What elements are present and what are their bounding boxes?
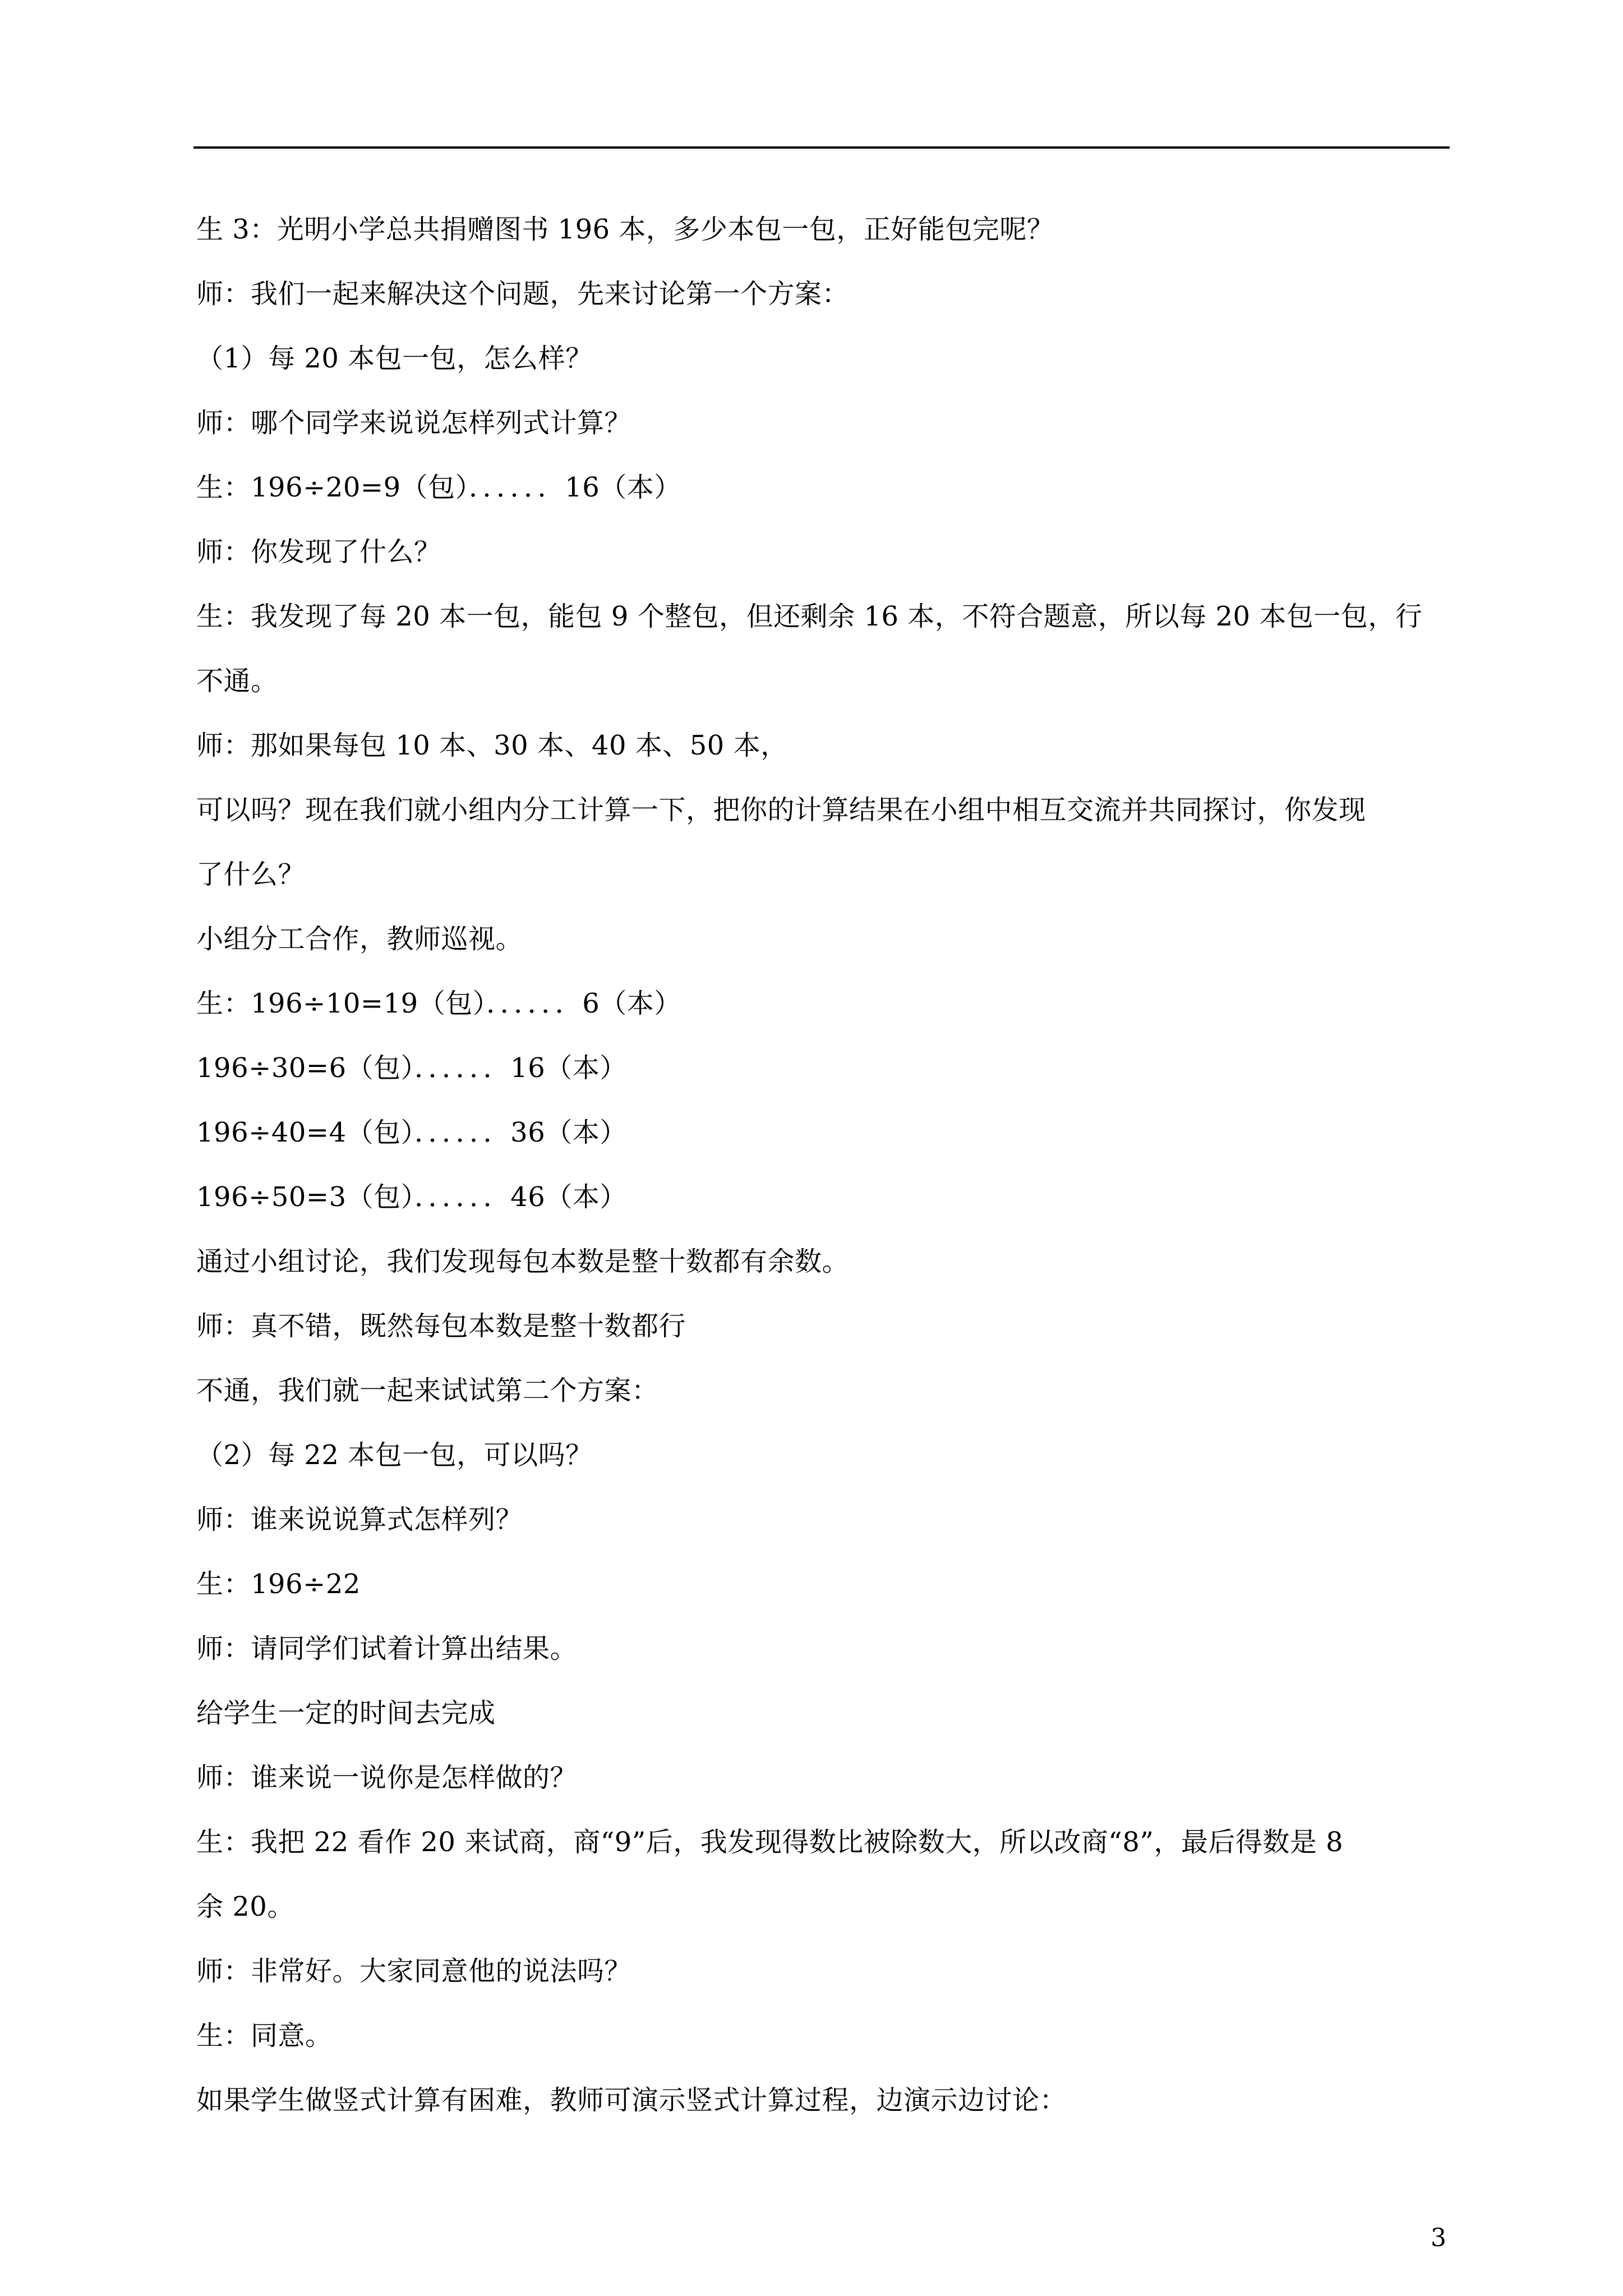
- text-line: 196÷40=4（包）．．．．．．36（本）: [196, 1117, 627, 1148]
- text-line: 师：真不错，既然每包本数是整十数都行: [196, 1310, 686, 1342]
- text-line: 给学生一定的时间去完成: [196, 1697, 496, 1729]
- text-line: 生：同意。: [196, 2020, 333, 2051]
- text-line: 生：我把 22 看作 20 来试商，商“9”后，我发现得数比被除数大，所以改商“8”，最后得数是 8: [196, 1826, 1344, 1858]
- text-line: 了什么？: [196, 859, 306, 890]
- text-line: 如果学生做竖式计算有困难，教师可演示竖式计算过程，边演示边讨论：: [196, 2085, 1067, 2116]
- text-line: 不通。: [196, 665, 278, 697]
- text-line: （1）每 20 本包一包，怎么样？: [196, 343, 593, 374]
- text-line: 通过小组讨论，我们发现每包本数是整十数都有余数。: [196, 1246, 850, 1277]
- text-line: 生：196÷20=9（包）．．．．．．16（本）: [196, 472, 681, 503]
- text-line: 师：请同学们试着计算出结果。: [196, 1633, 578, 1664]
- text-line: 生：196÷10=19（包）．．．．．．6（本）: [196, 988, 681, 1019]
- text-line: 师：非常好。大家同意他的说法吗？: [196, 1955, 632, 1987]
- text-line: 师：谁来说说算式怎样列？: [196, 1504, 523, 1535]
- header-rule: [193, 146, 1450, 149]
- text-line: 不通，我们就一起来试试第二个方案：: [196, 1375, 659, 1406]
- text-line: 小组分工合作，教师巡视。: [196, 923, 523, 955]
- text-line: 196÷30=6（包）．．．．．．16（本）: [196, 1052, 627, 1084]
- text-line: 可以吗？现在我们就小组内分工计算一下，把你的计算结果在小组中相互交流并共同探讨，你发现: [196, 794, 1366, 826]
- text-line: 师：哪个同学来说说怎样列式计算？: [196, 407, 632, 439]
- text-line: （2）每 22 本包一包，可以吗？: [196, 1439, 593, 1471]
- text-line: 师：那如果每包 10 本、30 本、40 本、50 本，: [196, 730, 788, 761]
- text-line: 师：谁来说一说你是怎样做的？: [196, 1762, 578, 1793]
- document-body: [196, 197, 1447, 2133]
- text-line: 196÷50=3（包）．．．．．．46（本）: [196, 1181, 627, 1213]
- page-number: 3: [1431, 2224, 1446, 2252]
- text-line: 师：你发现了什么？: [196, 536, 441, 568]
- text-line: 生：我发现了每 20 本一包，能包 9 个整包，但还剩余 16 本，不符合题意，所以每 20 本包一包，行: [196, 601, 1423, 632]
- text-line: 师：我们一起来解决这个问题，先来讨论第一个方案：: [196, 278, 850, 310]
- text-line: 生 3：光明小学总共捐赠图书 196 本，多少本包一包，正好能包完呢？: [196, 214, 1054, 245]
- text-line: 生：196÷22: [196, 1568, 361, 1600]
- text-line: 余 20。: [196, 1891, 294, 1922]
